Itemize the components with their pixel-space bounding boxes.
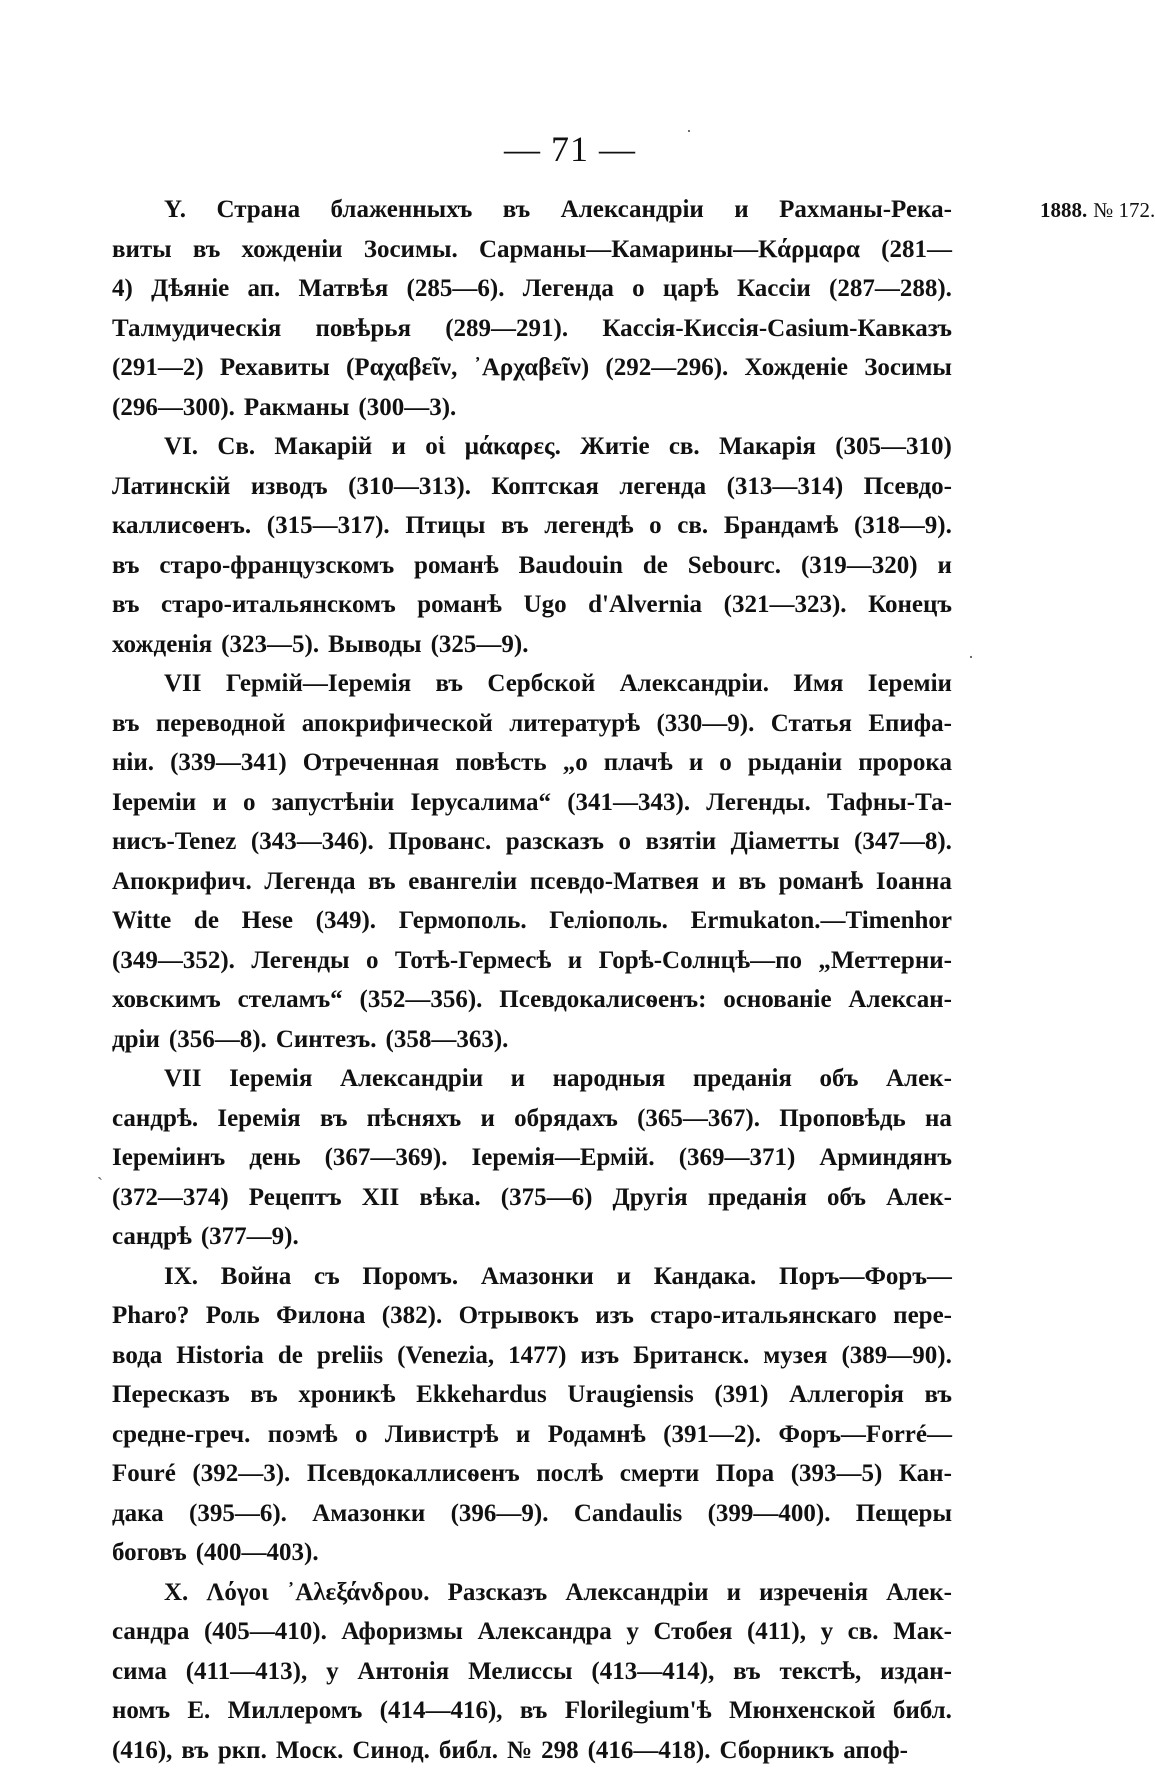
text-line: VII Іеремія Александріи и народныя преданія объ Алек-	[112, 1059, 952, 1099]
text-line: въ переводной апокрифической литературѣ (330—9). Статья Епифа-	[112, 704, 952, 744]
margin-year: 1888.	[1040, 198, 1087, 222]
page-number: — 71 —	[0, 128, 1140, 170]
text-line: VI. Св. Макарій и οἱ μάκαρες. Житіе св. Макарія (305—310)	[112, 427, 952, 467]
text-line: ніи. (339—341) Отреченная повѣсть „о плачѣ и о рыданіи пророка	[112, 743, 952, 783]
margin-tick-bottom: `	[97, 1175, 103, 1193]
text-line: Латинскій изводъ (310—313). Коптская легенда (313—314) Псевдо-	[112, 467, 952, 507]
text-line: въ старо-французскомъ романѣ Baudouin de Sebourc. (319—320) и	[112, 546, 952, 586]
margin-dot-top: ·	[686, 122, 692, 140]
text-line: номъ Е. Миллеромъ (414—416), въ Florilegium'ѣ Мюнхенской библ.	[112, 1691, 952, 1731]
margin-dot-middle: ·	[968, 648, 974, 666]
text-line: Іереміинъ день (367—369). Іеремія—Ермій. (369—371) Арминдянъ	[112, 1138, 952, 1178]
text-line: IX. Война съ Поромъ. Амазонки и Кандака. Поръ—Форъ—	[112, 1257, 952, 1297]
text-line: сандрѣ (377—9).	[112, 1217, 952, 1257]
text-line: (291—2) Рехавиты (Ραχαβεῖν, ᾿Αρχαβεῖν) (292—296). Хожденіе Зосимы	[112, 348, 952, 388]
text-line: дака (395—6). Амазонки (396—9). Candaulis (399—400). Пещеры	[112, 1494, 952, 1534]
text-line: сандра (405—410). Афоризмы Александра у Стобея (411), у св. Мак-	[112, 1612, 952, 1652]
text-line: ховскимъ стеламъ“ (352—356). Псевдокалисѳенъ: основаніе Алексан-	[112, 980, 952, 1020]
text-line: хожденія (323—5). Выводы (325—9).	[112, 625, 952, 665]
text-line: Талмудическія повѣрья (289—291). Кассія-Киссія-Casium-Кавказъ	[112, 309, 952, 349]
text-line: дріи (356—8). Синтезъ. (358—363).	[112, 1020, 952, 1060]
section-9	[112, 1257, 952, 1573]
text-line: боговъ (400—403).	[112, 1533, 952, 1573]
text-line: средне-греч. поэмѣ о Ливистрѣ и Родамнѣ (391—2). Форъ—Forré—	[112, 1415, 952, 1455]
text-line: 4) Дѣяніе ап. Матвѣя (285—6). Легенда о царѣ Кассіи (287—288).	[112, 269, 952, 309]
section-7a	[112, 664, 952, 1059]
section-10	[112, 1573, 952, 1770]
text-line: вода Historia de preliis (Venezia, 1477) изъ Британск. музея (389—90).	[112, 1336, 952, 1376]
text-line: виты въ хожденіи Зосимы. Сарманы—Камарины—Κάρμαρα (281—	[112, 230, 952, 270]
section-7b	[112, 1059, 952, 1257]
text-line: (416), въ ркп. Моск. Синод. библ. № 298 (416—418). Сборникъ апоф-	[112, 1731, 952, 1770]
text-line: (349—352). Легенды о Тотѣ-Гермесѣ и Горѣ-Солнцѣ—по „Меттерни-	[112, 941, 952, 981]
section-6	[112, 427, 952, 664]
text-line: Іереміи и о запустѣніи Іерусалима“ (341—343). Легенды. Тафны-Та-	[112, 783, 952, 823]
table-of-contents-text	[112, 190, 952, 1770]
text-line: Апокрифич. Легенда въ евангеліи псевдо-Матвея и въ романѣ Іоанна	[112, 862, 952, 902]
text-line: Fouré (392—3). Псевдокаллисѳенъ послѣ смерти Пора (393—5) Кан-	[112, 1454, 952, 1494]
text-line: каллисѳенъ. (315—317). Птицы въ легендѣ о св. Брандамѣ (318—9).	[112, 506, 952, 546]
text-line: (296—300). Ракманы (300—3).	[112, 388, 952, 428]
text-line: X. Λόγοι ᾿Αλεξάνδρου. Разсказъ Александріи и изреченія Алек-	[112, 1573, 952, 1613]
margin-number: № 172.	[1093, 198, 1155, 222]
text-line: сандрѣ. Іеремія въ пѣсняхъ и обрядахъ (365—367). Проповѣдь на	[112, 1099, 952, 1139]
text-line: VII Гермій—Іеремія въ Сербской Александріи. Имя Іереміи	[112, 664, 952, 704]
text-line: нисъ-Tenez (343—346). Прованс. разсказъ о взятіи Діаметты (347—8).	[112, 822, 952, 862]
text-line: Y. Страна блаженныхъ въ Александріи и Рахманы-Река-	[112, 190, 952, 230]
margin-reference	[1040, 198, 1155, 223]
text-line: Pharo? Роль Филона (382). Отрывокъ изъ старо-итальянскаго пере-	[112, 1296, 952, 1336]
text-line: сима (411—413), у Антонія Мелиссы (413—414), въ текстѣ, издан-	[112, 1652, 952, 1692]
text-line: Witte de Hese (349). Гермополь. Геліополь. Ermukaton.—Timenhor	[112, 901, 952, 941]
section-5	[112, 190, 952, 427]
text-line: въ старо-итальянскомъ романѣ Ugo d'Alvernia (321—323). Конецъ	[112, 585, 952, 625]
text-line: Пересказъ въ хроникѣ Ekkehardus Uraugiensis (391) Аллегорія въ	[112, 1375, 952, 1415]
text-line: (372—374) Рецептъ XII вѣка. (375—6) Другія преданія объ Алек-	[112, 1178, 952, 1218]
